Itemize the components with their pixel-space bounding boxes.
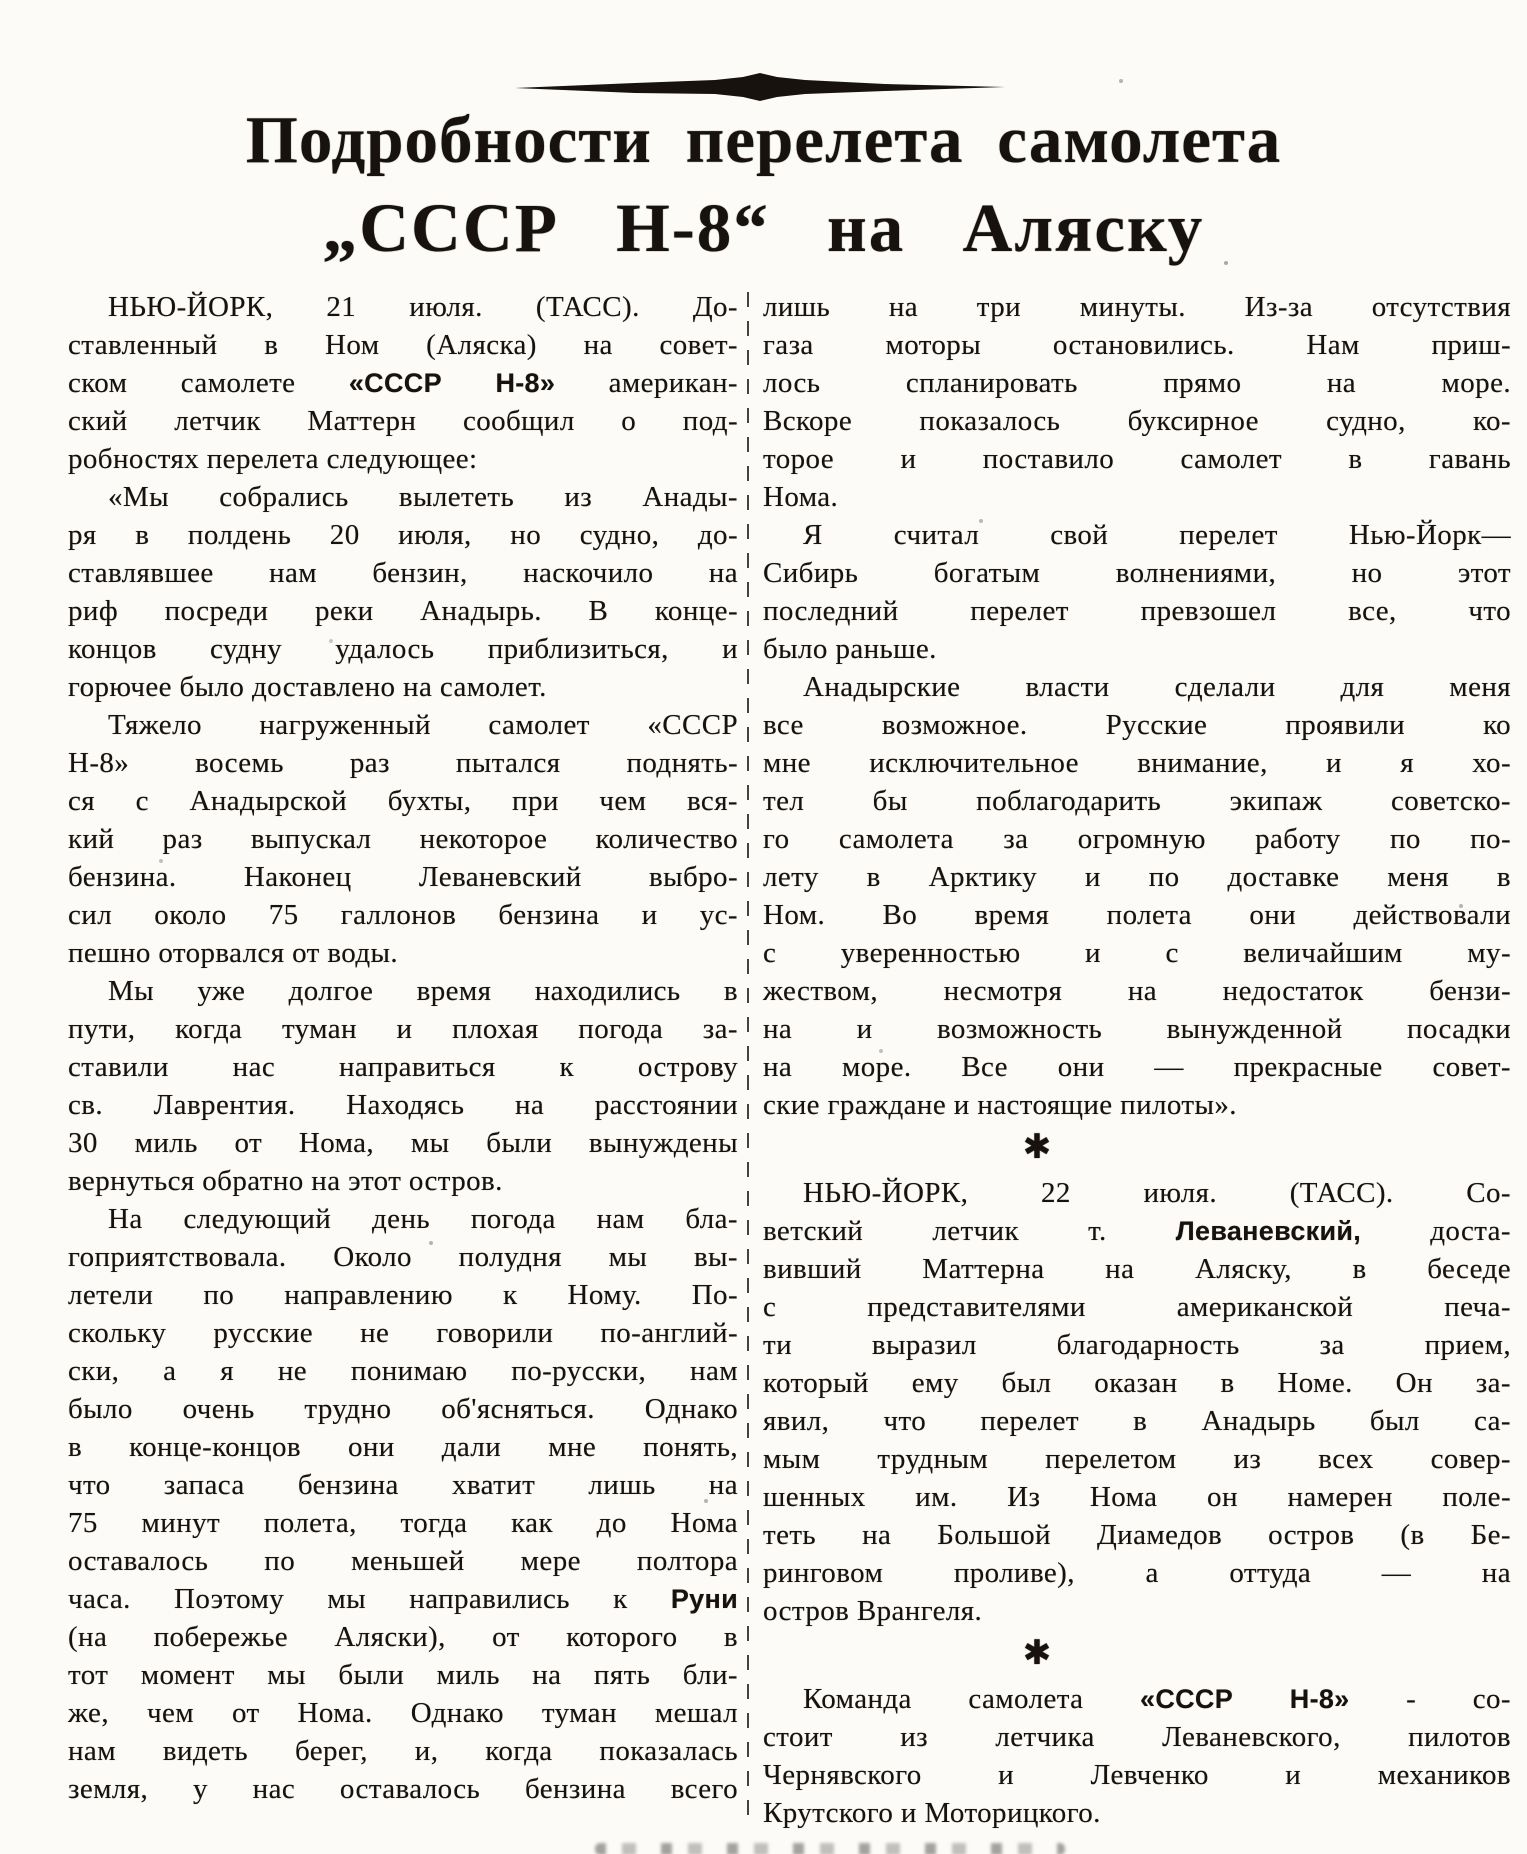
article-text-line: Чернявского и Левченко и механиков <box>763 1759 1511 1791</box>
article-text-line: с представителями американской печа- <box>763 1291 1511 1323</box>
article-text-line: ти выразил благодарность за прием, <box>763 1329 1511 1361</box>
article-text-line: кий раз выпускал некоторое количество <box>68 823 738 855</box>
article-text-line: лось спланировать прямо на море. <box>763 367 1511 399</box>
article-text-line: скольку русские не говорили по-англий- <box>68 1317 738 1349</box>
article-text-line: мым трудным перелетом из всех совер- <box>763 1443 1511 1475</box>
headline-line-2: „СССР Н-8“ на Аляску <box>322 190 1205 266</box>
article-text-line: остров Врангеля. <box>763 1595 983 1627</box>
article-text-line: ском самолете «СССР Н-8» американ- <box>68 367 738 399</box>
article-text-line: стоит из летчика Леваневского, пилотов <box>763 1721 1511 1753</box>
article-text-line: «Мы собрались вылететь из Анады- <box>108 481 738 513</box>
article-text-line: часа. Поэтому мы направились к Руни <box>68 1583 738 1615</box>
column-divider-rule <box>747 292 749 1817</box>
article-text-line: (на побережье Аляски), от которого в <box>68 1621 738 1653</box>
article-text-line: последний перелет превзошел все, что <box>763 595 1511 627</box>
article-text-line: го самолета за огромную работу по по- <box>763 823 1511 855</box>
article-headline <box>0 96 1527 272</box>
article-text-line: тел бы поблагодарить экипаж советско- <box>763 785 1511 817</box>
article-text-line: ся с Анадырской бухты, при чем вся- <box>68 785 738 817</box>
article-text-line: НЬЮ-ЙОРК, 22 июля. (ТАСС). Со- <box>803 1177 1511 1209</box>
article-text-line: горючее было доставлено на самолет. <box>68 671 547 703</box>
article-text-line: ринговом проливе), а оттуда — на <box>763 1557 1511 1589</box>
article-text-line: шенных им. Из Нома он намерен поле- <box>763 1481 1511 1513</box>
bold-emphasis-text: Леваневский, <box>1175 1216 1362 1246</box>
ink-speckles <box>0 0 2 2</box>
article-text-line: пешно оторвался от воды. <box>68 937 399 969</box>
article-text-line: который ему был оказан в Номе. Он за- <box>763 1367 1511 1399</box>
article-text-line: вивший Маттерна на Аляску, в беседе <box>763 1253 1511 1285</box>
article-text-line: ставили нас направиться к острову <box>68 1051 738 1083</box>
article-text-line: Н-8» восемь раз пытался поднять- <box>68 747 738 779</box>
bold-emphasis-text: «СССР Н-8» <box>348 368 556 398</box>
article-text-line: св. Лаврентия. Находясь на расстоянии <box>68 1089 738 1121</box>
article-text-line: Вскоре показалось буксирное судно, ко- <box>763 405 1511 437</box>
article-text-line: газа моторы остановились. Нам приш- <box>763 329 1511 361</box>
article-text-line: Команда самолета «СССР Н-8» - со- <box>803 1683 1511 1715</box>
article-text-line: ский летчик Маттерн сообщил о под- <box>68 405 738 437</box>
article-text-line: Крутского и Моторицкого. <box>763 1797 1101 1829</box>
article-text-line: Тяжело нагруженный самолет «СССР <box>108 709 738 741</box>
article-text-line: на и возможность вынужденной посадки <box>763 1013 1511 1045</box>
article-text-line: Сибирь богатым волнениями, но этот <box>763 557 1511 589</box>
article-text-line: нам видеть берег, и, когда показалась <box>68 1735 738 1767</box>
article-text-line: ские граждане и настоящие пилоты». <box>763 1089 1237 1121</box>
article-text-line: тот момент мы были миль на пять бли- <box>68 1659 738 1691</box>
article-text-line: ставлявшее нам бензин, наскочило на <box>68 557 738 589</box>
article-text-line: теть на Большой Диамедов остров (в Бе- <box>763 1519 1511 1551</box>
article-text-line: мне исключительное внимание, и я хо- <box>763 747 1511 779</box>
article-text-line: риф посреди реки Анадырь. В конце- <box>68 595 738 627</box>
article-text-line: 30 миль от Нома, мы были вынуждены <box>68 1127 738 1159</box>
article-text-line: Анадырские власти сделали для меня <box>803 671 1511 703</box>
article-text-line: робностях перелета следующее: <box>68 443 478 475</box>
article-text-line: в конце-концов они дали мне понять, <box>68 1431 738 1463</box>
section-divider-star-icon: ✱ <box>1022 1129 1052 1166</box>
headline-line-1: Подробности перелета самолета <box>245 103 1282 177</box>
article-text-line: явил, что перелет в Анадырь был са- <box>763 1405 1511 1437</box>
article-text-line: Мы уже долгое время находились в <box>108 975 738 1007</box>
article-text-line: гоприятствовала. Около полудня мы вы- <box>68 1241 738 1273</box>
article-text-line: лишь на три минуты. Из-за отсутствия <box>763 291 1511 323</box>
section-divider-star-icon: ✱ <box>1022 1635 1052 1672</box>
article-text-line: все возможное. Русские проявили ко <box>763 709 1511 741</box>
article-text-line: земля, у нас оставалось бензина всего <box>68 1773 738 1805</box>
article-text-line: бензина. Наконец Леваневский выбро- <box>68 861 738 893</box>
article-text-line: пути, когда туман и плохая погода за- <box>68 1013 738 1045</box>
article-text-line: было раньше. <box>763 633 937 665</box>
article-text-line: Нома. <box>763 481 839 513</box>
article-text-line: жеством, несмотря на недостаток бензи- <box>763 975 1511 1007</box>
article-column-right <box>763 288 1511 1832</box>
article-text-line: лету в Арктику и по доставке меня в <box>763 861 1511 893</box>
article-text-line: Я считал свой перелет Нью-Йорк— <box>803 519 1511 551</box>
article-text-line: Ном. Во время полета они действовали <box>763 899 1511 931</box>
article-text-line: ветский летчик т. Леваневский, доста- <box>763 1215 1511 1247</box>
article-text-line: ски, а я не понимаю по-русски, нам <box>68 1355 738 1387</box>
article-text-line: концов судну удалось приблизиться, и <box>68 633 738 665</box>
article-text-line: на море. Все они — прекрасные совет- <box>763 1051 1511 1083</box>
article-column-left <box>68 288 738 1808</box>
cropped-text-fragment <box>595 1843 1065 1854</box>
bold-emphasis-text: «СССР Н-8» <box>1140 1684 1350 1714</box>
bold-emphasis-text: Руни <box>670 1584 738 1614</box>
article-text-line: было очень трудно об'ясняться. Однако <box>68 1393 738 1425</box>
article-text-line: 75 минут полета, тогда как до Нома <box>68 1507 738 1539</box>
article-text-line: На следующий день погода нам бла- <box>108 1203 738 1235</box>
article-text-line: сил около 75 галлонов бензина и ус- <box>68 899 738 931</box>
article-text-line: вернуться обратно на этот остров. <box>68 1165 503 1197</box>
article-text-line: летели по направлению к Ному. По- <box>68 1279 738 1311</box>
article-text-line: что запаса бензина хватит лишь на <box>68 1469 738 1501</box>
article-text-line: ря в полдень 20 июля, но судно, до- <box>68 519 738 551</box>
article-text-line: НЬЮ-ЙОРК, 21 июля. (ТАСС). До- <box>108 291 738 323</box>
article-text-line: оставалось по меньшей мере полтора <box>68 1545 738 1577</box>
article-text-line: ставленный в Ном (Аляска) на совет- <box>68 329 738 361</box>
article-text-line: же, чем от Нома. Однако туман мешал <box>68 1697 738 1729</box>
article-text-line: с уверенностью и с величайшим му- <box>763 937 1511 969</box>
article-text-line: торое и поставило самолет в гавань <box>763 443 1511 475</box>
